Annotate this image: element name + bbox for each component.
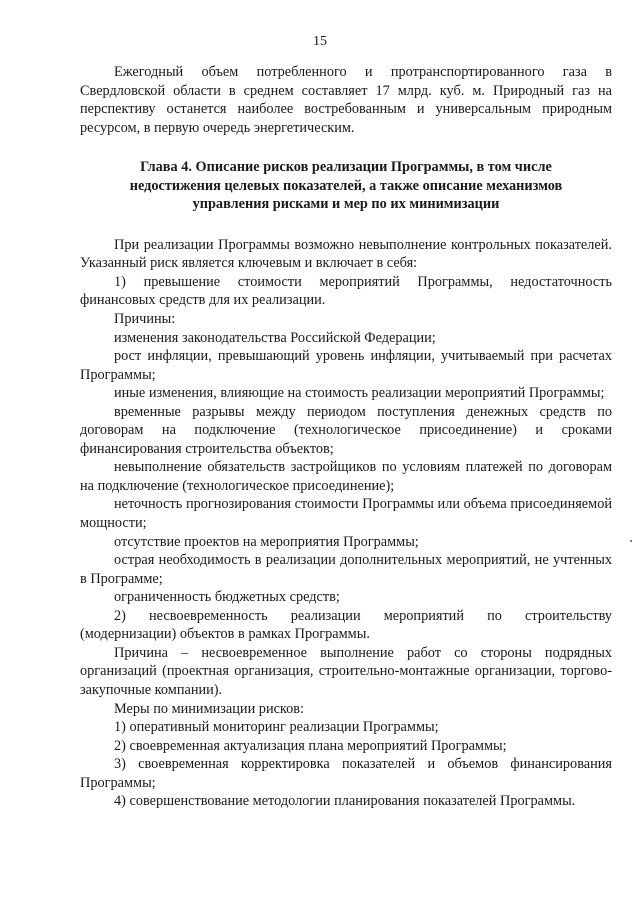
paragraph: 2) своевременная актуализация плана мероприятий Программы; <box>114 737 507 754</box>
paragraph: Причины: <box>114 311 176 328</box>
paragraph: 4) совершенствование методологии планирования показателей Программы. <box>114 793 576 810</box>
paragraph: изменения законодательства Российской Федерации; <box>114 329 436 346</box>
paragraph: отсутствие проектов на мероприятия Программы; <box>114 533 419 550</box>
paragraph: Меры по минимизации рисков: <box>114 700 305 717</box>
paragraph: 2) несвоевременность реализации мероприятий по строительству (модернизации) объектов в рамках Программы. <box>80 607 612 643</box>
scan-speck <box>630 540 632 542</box>
paragraph: ограниченность бюджетных средств; <box>114 589 340 606</box>
paragraph: 1) оперативный мониторинг реализации Программы; <box>114 719 439 736</box>
document-body <box>80 63 612 811</box>
paragraph: неточность прогнозирования стоимости Программы или объема присоединяемой мощности; <box>80 496 612 532</box>
paragraph: 1) превышение стоимости мероприятий Программы, недостаточность финансовых средств для их реализации. <box>80 273 612 309</box>
intro-paragraph: Ежегодный объем потребленного и протранспортированного газа в Свердловской области в среднем составляет 17 млрд. куб. м. Природный газ на перспективу останется наиболее востребованным и универсальным природным ресурсом, в первую очередь энергетическим. <box>80 64 612 136</box>
paragraph: 3) своевременная корректировка показателей и объемов финансирования Программы; <box>80 756 612 791</box>
paragraph: Причина – несвоевременное выполнение работ со стороны подрядных организаций (проектная организация, строительно-монтажные организации, торгово-закупочные компании). <box>80 644 612 698</box>
paragraph: невыполнение обязательств застройщиков по условиям платежей по договорам на подключение (технологическое присоединение); <box>80 459 612 494</box>
paragraph: рост инфляции, превышающий уровень инфляции, учитываемый при расчетах Программы; <box>80 348 612 383</box>
paragraph: При реализации Программы возможно невыполнение контрольных показателей. Указанный риск является ключевым и включает в себя: <box>80 236 612 272</box>
paragraph: временные разрывы между периодом поступления денежных средств по договорам на подключение (технологическое присоединение) и сроками финансирования строительства объектов; <box>80 403 612 457</box>
chapter-heading <box>80 158 612 214</box>
page-number: 15 <box>313 34 327 49</box>
paragraph: иные изменения, влияющие на стоимость реализации мероприятий Программы; <box>114 385 605 402</box>
chapter-heading-line: Глава 4. Описание рисков реализации Программы, в том числе <box>140 159 552 176</box>
chapter-heading-line: управления рисками и мер по их минимизации <box>192 196 500 213</box>
chapter-heading-line: недостижения целевых показателей, а также описание механизмов <box>129 177 563 194</box>
paragraph: острая необходимость в реализации дополнительных мероприятий, не учтенных в Программе; <box>80 552 612 587</box>
